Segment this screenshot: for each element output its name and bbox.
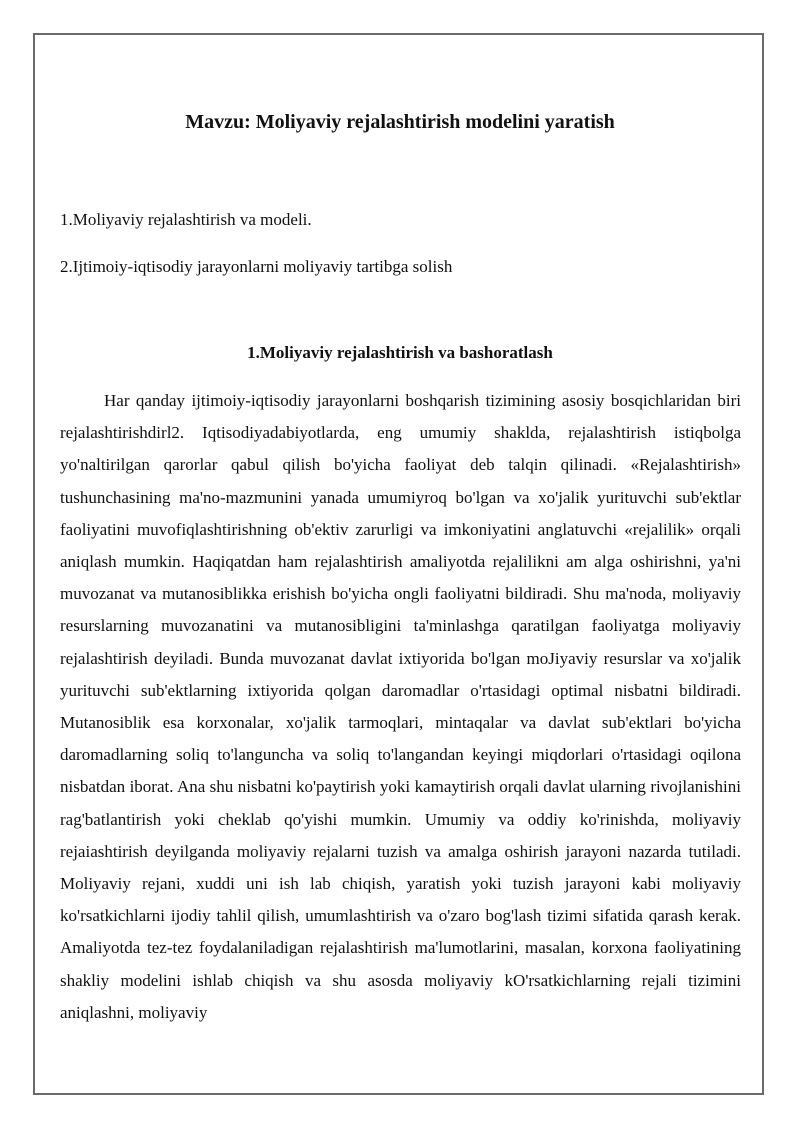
outline-item-2: 2.Ijtimoiy-iqtisodiy jarayonlarni moliyaviy tartibga solish xyxy=(60,257,453,276)
outline-item-1: 1.Moliyaviy rejalashtirish va modeli. xyxy=(60,210,312,229)
section-heading: 1.Moliyaviy rejalashtirish va bashoratlash xyxy=(247,343,553,362)
body-paragraph: Har qanday ijtimoiy-iqtisodiy jarayonlarni boshqarish tizimining asosiy bosqichlaridan biri rejalashtirishdirl2. Iqtisodiyadabiyotlarda, eng umumiy shaklda, rejalashtirish istiqbolga yo'naltirilgan qarorlar qabul qilish bo'yicha faoliyat deb talqin qilinadi. «Rejalashtirish» tushunchasining ma'no-mazmunini yanada umumiyroq bo'lgan va xo'jalik yurituvchi sub'ektlar faoliyatini muvofiqlashtirishning ob'ektiv zarurligi va imkoniyatini anglatuvchi «rejalilik» orqali aniqlash mumkin. Haqiqatdan ham rejalashtirish amaliyotda rejalilikni am alga oshirishni, ya'ni muvozanat va mutanosiblikka erishish bo'yicha ongli faoliyatni bildiradi. Shu ma'noda, moliyaviy resurslarning muvozanatini va mutanosibligini ta'minlashga qaratilgan faoliyatga moliyaviy rejalashtirish deyiladi. Bunda muvozanat davlat ixtiyorida bo'lgan moJiyaviy resurslar va xo'jalik yurituvchi sub'ektlarning ixtiyorida qolgan daromadlar o'rtasidagi optimal nisbatni bildiradi. Mutanosiblik esa korxonalar, xo'jalik tarmoqlari, mintaqalar va davlat sub'ektlari bo'yicha daromadlarning soliq to'languncha va soliq to'langandan keyingi miqdorlari o'rtasidagi oqilona nisbatdan iborat. Ana shu nisbatni ko'paytirish yoki kamaytirish orqali davlat ularning rivojlanishini rag'batlantirish yoki cheklab qo'yishi mumkin. Umumiy va oddiy ko'rinishda, moliyaviy rejaiashtirish deyilganda moliyaviy rejalarni tuzish va amalga oshirish jarayoni nazarda tutiladi. Moliyaviy rejani, xuddi uni ish lab chiqish, yaratish yoki tuzish jarayoni kabi moliyaviy ko'rsatkichlarni ijodiy tahlil qilish, umumlashtirish va o'zaro bog'lash tizimi sifatida qarash kerak. Amaliyotda tez-tez foydalaniladigan rejalashtirish ma'lumotlarini, masalan, korxona faoliyatining shakliy modelini ishlab chiqish va shu asosda moliyaviy kO'rsatkichlarning rejali tizimini aniqlashni, moliyaviy xyxy=(60,391,741,1022)
page-title: Mavzu: Moliyaviy rejalashtirish modelini yaratish xyxy=(185,111,615,133)
